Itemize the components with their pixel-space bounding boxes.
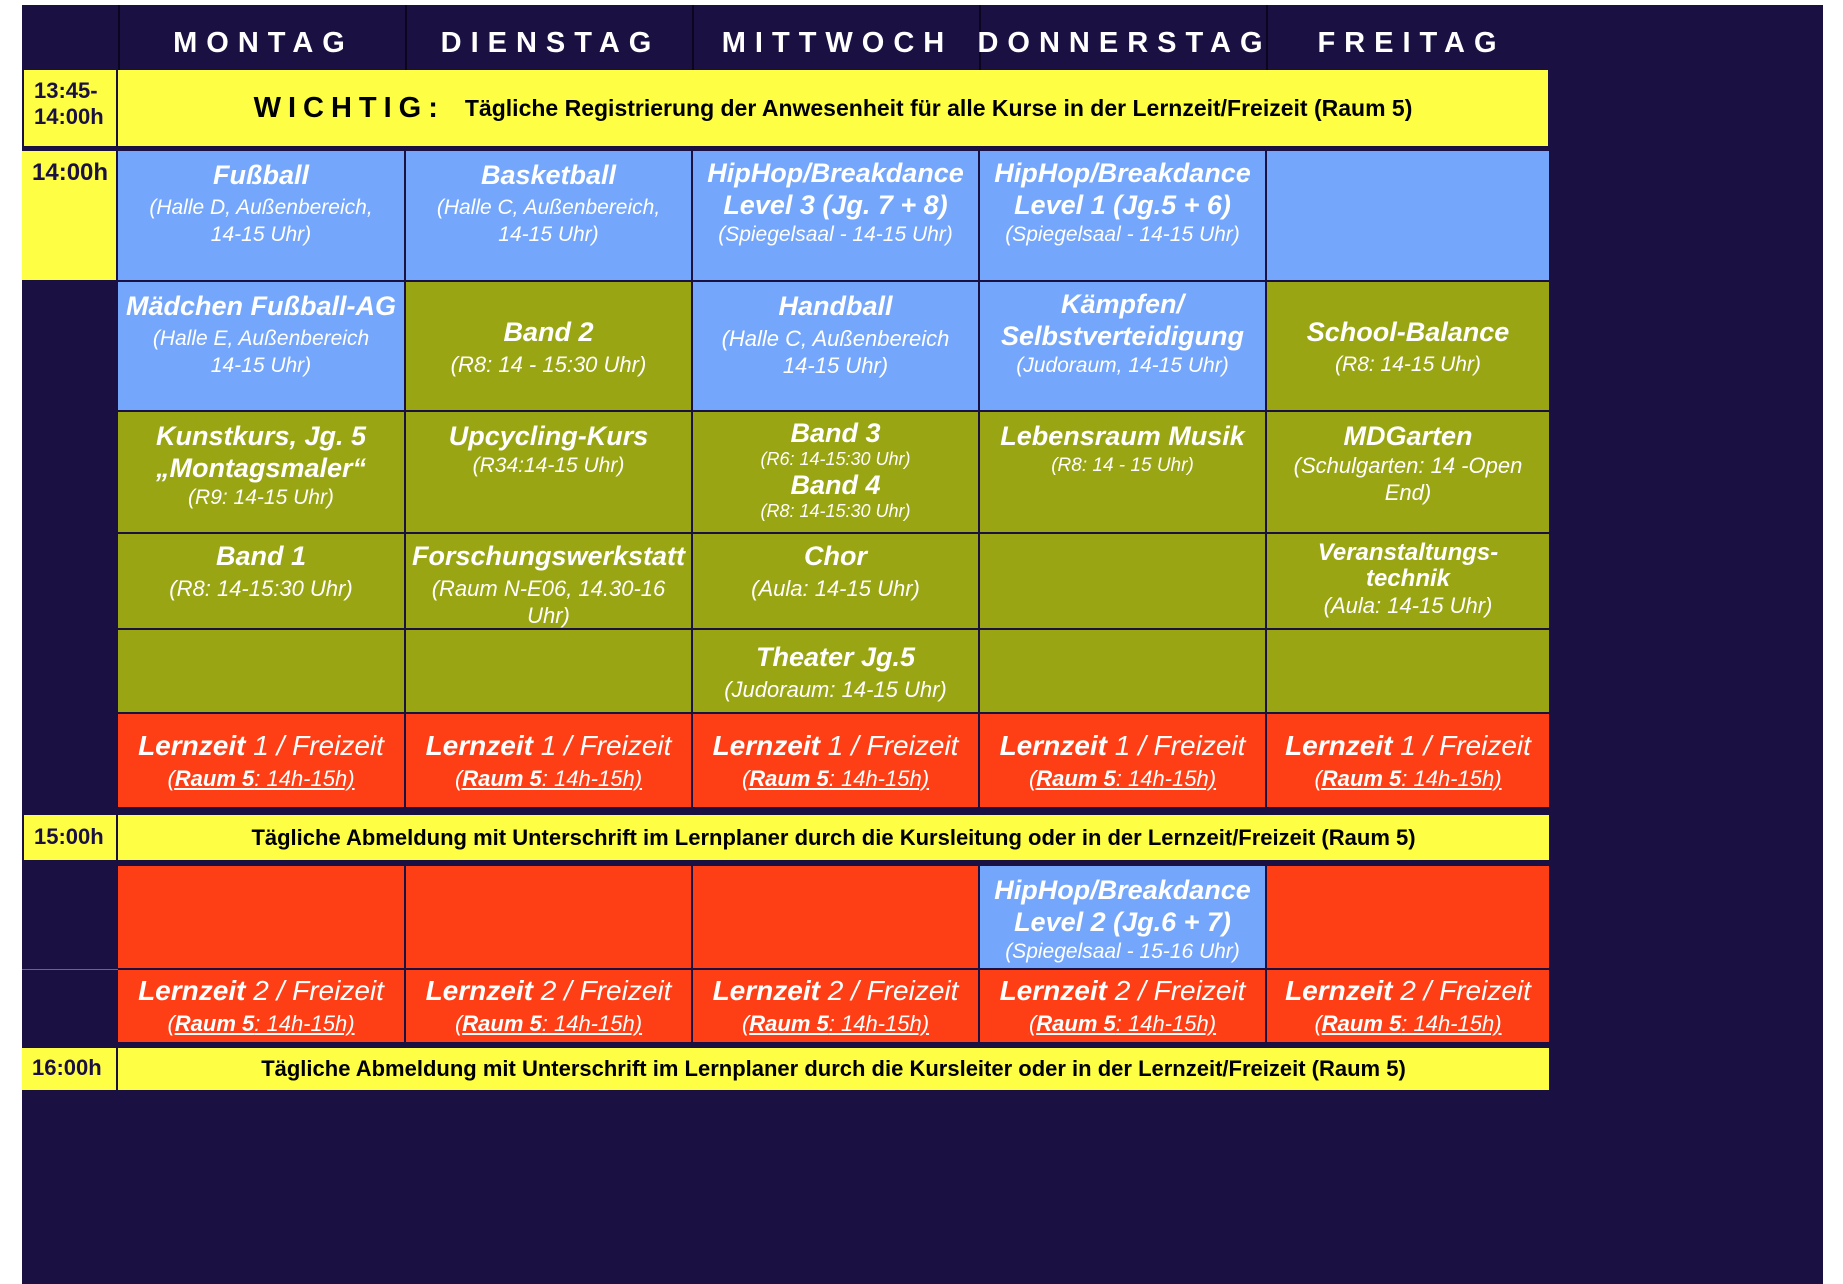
empty-cell (980, 630, 1265, 712)
timetable (22, 5, 1823, 1284)
course-cell (693, 412, 978, 532)
empty-cell (1267, 630, 1549, 712)
course-cell (406, 412, 691, 532)
course-details: (R6: 14-15:30 Uhr) (760, 449, 911, 469)
empty-cell (1267, 866, 1549, 968)
course-cell (118, 412, 404, 532)
course-title: HipHop/Breakdance Level 1 (Jg.5 + 6) (994, 158, 1251, 220)
course-cell (118, 282, 404, 410)
empty-cell (406, 630, 691, 712)
lernzeit-1-cell: Lernzeit 1 / Freizeit (Raum 5: 14h-15h) (118, 714, 404, 807)
empty-cell (406, 866, 691, 968)
course-cell (980, 412, 1265, 532)
course-details: (R8: 14 - 15:30 Uhr) (450, 352, 647, 377)
time-label-1400: 14:00h (22, 151, 116, 280)
lernzeit-2-cell: Lernzeit 2 / Freizeit (Raum 5: 14h-15h) (406, 970, 691, 1042)
lernzeit-2-cell: Lernzeit 2 / Freizeit (Raum 5: 14h-15h) (693, 970, 978, 1042)
course-cell (1267, 282, 1549, 410)
course-title: Band 2 (503, 317, 594, 347)
course-cell (980, 866, 1265, 968)
course-title: Fußball (213, 160, 309, 190)
course-details: (Aula: 14-15 Uhr) (751, 576, 920, 601)
day-header-monday: MONTAG (118, 5, 407, 81)
course-cell (980, 282, 1265, 410)
course-cell (1267, 412, 1549, 532)
course-cell (693, 534, 978, 628)
course-title: HipHop/Breakdance Level 2 (Jg.6 + 7) (994, 875, 1251, 937)
course-title: Upcycling-Kurs (448, 421, 649, 451)
banner-important-text: Tägliche Registrierung der Anwesenheit für alle Kurse in der Lernzeit/Freizeit (Raum 5) (464, 94, 1413, 121)
course-title: School-Balance (1306, 317, 1510, 347)
lernzeit-2-cell: Lernzeit 2 / Freizeit (Raum 5: 14h-15h) (118, 970, 404, 1042)
course-title: HipHop/Breakdance Level 3 (Jg. 7 + 8) (707, 158, 964, 220)
day-header-tuesday: DIENSTAG (405, 5, 694, 81)
banner-checkout-2: Tägliche Abmeldung mit Unterschrift im Lernplaner durch die Kursleiter oder in der Lernzeit/Freizeit (Raum 5) (118, 1048, 1549, 1090)
course-details: (Halle E, Außenbereich 14-15 Uhr) (152, 327, 370, 377)
empty-cell (118, 630, 404, 712)
course-cell (118, 151, 404, 280)
course-details: (Spiegelsaal - 14-15 Uhr) (1005, 223, 1240, 246)
day-header-wednesday: MITTWOCH (692, 5, 981, 81)
course-title: Handball (778, 291, 893, 321)
course-title: Theater Jg.5 (755, 642, 916, 672)
day-header-friday: FREITAG (1266, 5, 1555, 81)
banner-checkout: Tägliche Abmeldung mit Unterschrift im Lernplaner durch die Kursleitung oder in der Lernzeit/Freizeit (Raum 5) (118, 815, 1549, 860)
lernzeit-1-cell: Lernzeit 1 / Freizeit (Raum 5: 14h-15h) (980, 714, 1265, 807)
course-cell (693, 282, 978, 410)
course-title: Mädchen Fußball-AG (126, 291, 396, 321)
course-title: Kämpfen/ Selbstverteidigung (1000, 289, 1245, 351)
course-title: Band 4 (790, 470, 881, 500)
course-details: (R8: 14-15:30 Uhr) (169, 576, 353, 601)
empty-cell (1267, 151, 1549, 280)
course-details: (Schulgarten: 14 -Open End) (1293, 453, 1523, 505)
course-title: Band 3 (790, 418, 881, 448)
course-cell (1267, 534, 1549, 628)
course-details: (Aula: 14-15 Uhr) (1323, 593, 1493, 618)
time-label-1345: 13:45- 14:00h (24, 70, 116, 146)
lernzeit-1-cell: Lernzeit 1 / Freizeit (Raum 5: 14h-15h) (406, 714, 691, 807)
course-cell (693, 151, 978, 280)
course-details: (R8: 14-15:30 Uhr) (760, 501, 911, 521)
course-cell (118, 534, 404, 628)
empty-cell (980, 534, 1265, 628)
course-details: (Judoraum, 14-15 Uhr) (1016, 354, 1229, 377)
course-cell (980, 151, 1265, 280)
course-title: Chor (804, 541, 867, 571)
course-details: (Halle C, Außenbereich, 14-15 Uhr) (436, 196, 661, 246)
lernzeit-2-cell: Lernzeit 2 / Freizeit (Raum 5: 14h-15h) (980, 970, 1265, 1042)
course-details: (Halle D, Außenbereich, 14-15 Uhr) (149, 196, 373, 246)
course-details: (R9: 14-15 Uhr) (188, 486, 334, 509)
course-title: Forschungswerkstatt (411, 541, 686, 571)
course-title: Band 1 (215, 541, 307, 571)
time-label-1500: 15:00h (24, 815, 116, 860)
course-details: (Halle C, Außenbereich 14-15 Uhr) (721, 326, 950, 378)
course-cell (406, 282, 691, 410)
banner-important (118, 70, 1548, 146)
banner-important-label: WICHTIG: (253, 91, 445, 124)
day-header-thursday: DONNERSTAG (979, 5, 1268, 81)
course-title: Kunstkurs, Jg. 5 „Montagsmaler“ (155, 421, 367, 483)
course-cell (693, 630, 978, 712)
empty-cell (118, 866, 404, 968)
lernzeit-2-cell: Lernzeit 2 / Freizeit (Raum 5: 14h-15h) (1267, 970, 1549, 1042)
row-divider (22, 969, 118, 970)
lernzeit-1-cell: Lernzeit 1 / Freizeit (Raum 5: 14h-15h) (1267, 714, 1549, 807)
course-details: (R8: 14-15 Uhr) (1335, 353, 1481, 376)
empty-cell (693, 866, 978, 968)
lernzeit-1-cell: Lernzeit 1 / Freizeit (Raum 5: 14h-15h) (693, 714, 978, 807)
time-label-1600: 16:00h (22, 1048, 116, 1090)
course-cell (406, 534, 691, 628)
course-title: MDGarten (1343, 421, 1473, 451)
course-cell (406, 151, 691, 280)
course-title: Basketball (480, 160, 617, 190)
course-details: (Raum N-E06, 14.30-16 Uhr) (431, 576, 666, 628)
course-details: (Judoraum: 14-15 Uhr) (724, 677, 947, 702)
course-details: (Spiegelsaal - 14-15 Uhr) (718, 223, 953, 246)
course-title: Veranstaltungs- technik (1317, 539, 1499, 592)
course-title: Lebensraum Musik (1000, 421, 1245, 451)
course-details: (R8: 14 - 15 Uhr) (1051, 455, 1194, 476)
course-details: (Spiegelsaal - 15-16 Uhr) (1005, 940, 1240, 963)
course-details: (R34:14-15 Uhr) (472, 454, 625, 477)
